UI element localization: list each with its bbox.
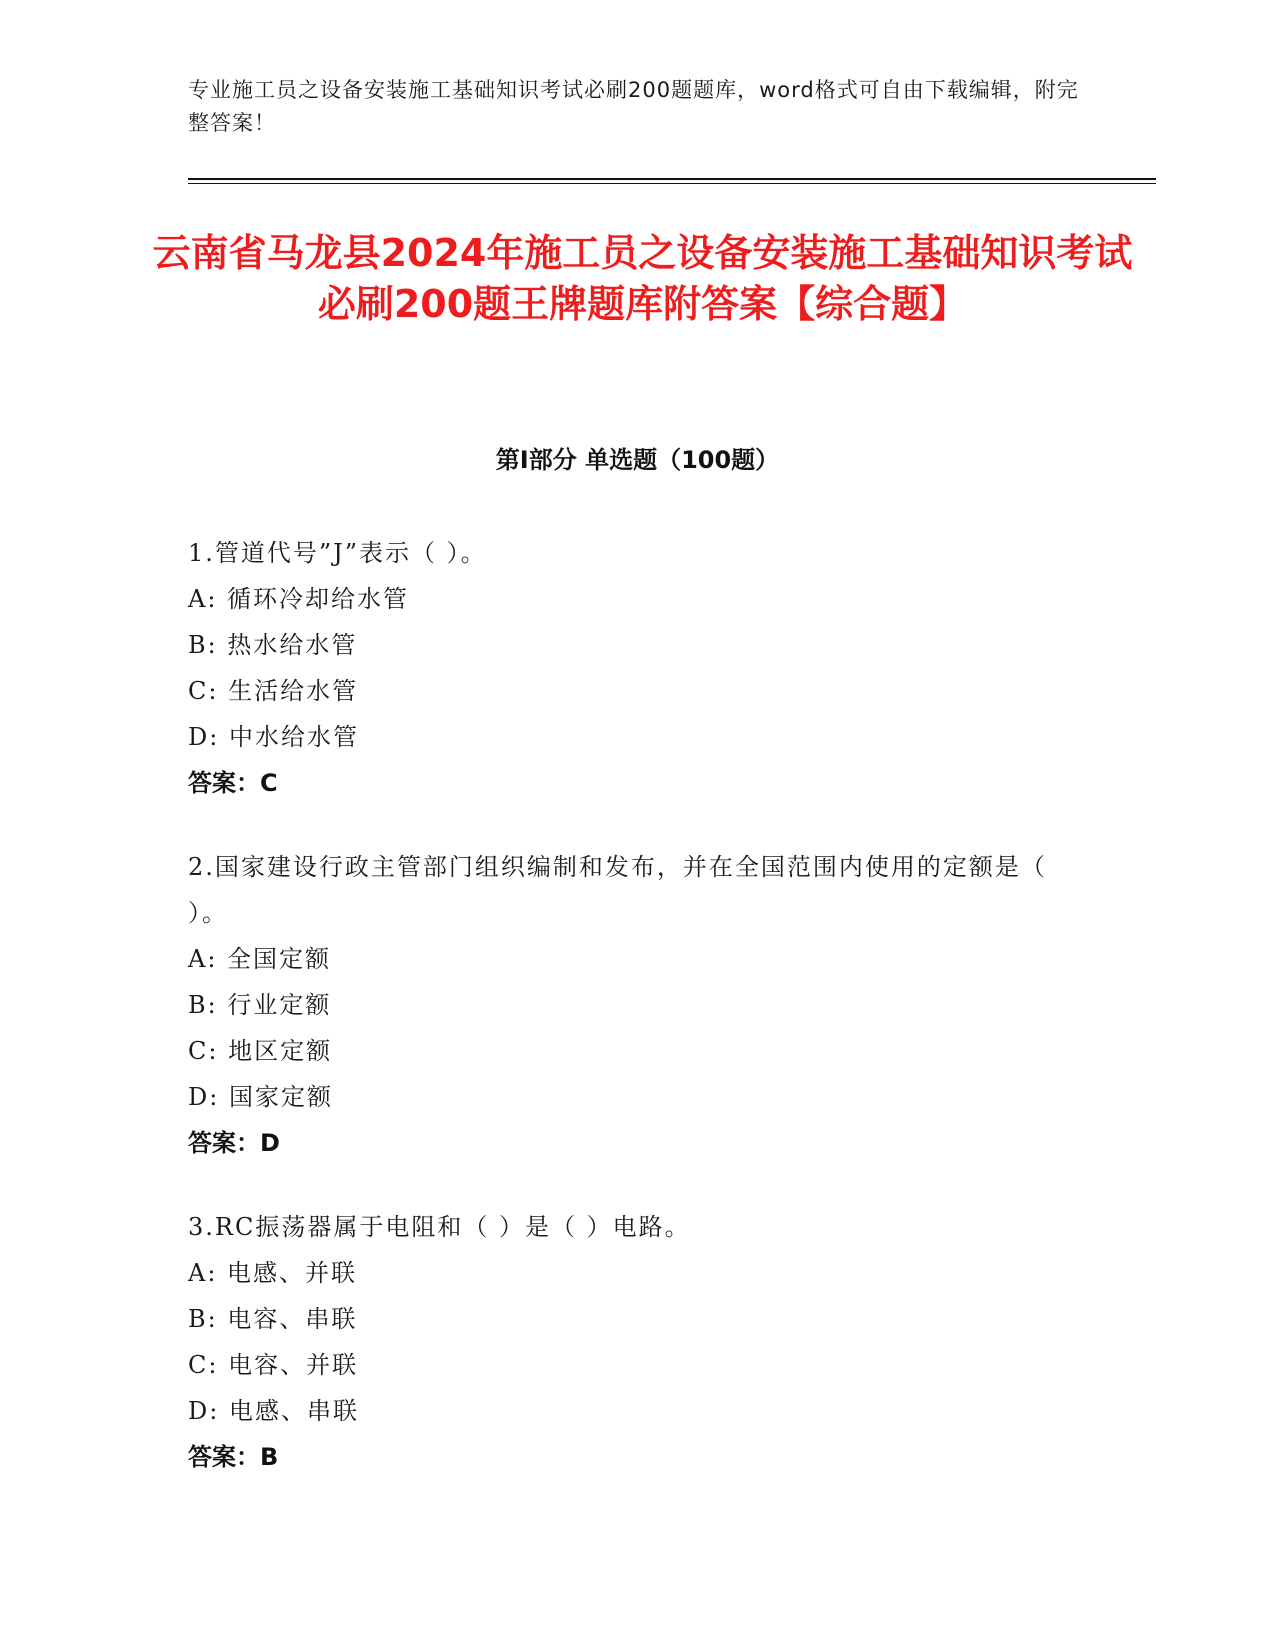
answer: 答案：B — [188, 1443, 279, 1471]
option-b: B: 行业定额 — [188, 991, 332, 1019]
question-list — [188, 530, 1088, 1518]
question-stem: 2.国家建设行政主管部门组织编制和发布，并在全国范围内使用的定额是（ ）。 — [188, 853, 1047, 927]
option-d: D: 国家定额 — [188, 1083, 333, 1111]
option-a: A: 全国定额 — [188, 945, 332, 973]
header-divider — [188, 178, 1156, 180]
header-divider-thin — [188, 183, 1156, 184]
answer: 答案：D — [188, 1129, 280, 1157]
option-a: A: 电感、并联 — [188, 1259, 358, 1287]
option-b: B: 电容、串联 — [188, 1305, 358, 1333]
option-b: B: 热水给水管 — [188, 631, 358, 659]
answer: 答案：C — [188, 769, 278, 797]
header-note: 专业施工员之设备安装施工基础知识考试必刷200题题库，word格式可自由下载编辑，附完整答案！ — [188, 78, 1079, 135]
option-d: D: 中水给水管 — [188, 723, 359, 751]
question-item — [188, 1204, 1088, 1480]
option-c: C: 生活给水管 — [188, 677, 359, 705]
document-title: 云南省马龙县2024年施工员之设备安装施工基础知识考试必刷200题王牌题库附答案【综合题】 — [152, 231, 1133, 326]
question-item — [188, 530, 1088, 806]
question-stem: 1.管道代号”J”表示（ ）。 — [188, 539, 487, 567]
option-a: A: 循环冷却给水管 — [188, 585, 410, 613]
section-heading: 第I部分 单选题（100题） — [495, 446, 780, 474]
option-d: D: 电感、串联 — [188, 1397, 359, 1425]
question-item — [188, 844, 1088, 1166]
option-c: C: 电容、并联 — [188, 1351, 359, 1379]
option-c: C: 地区定额 — [188, 1037, 333, 1065]
question-stem: 3.RC振荡器属于电阻和（ ）是（ ）电路。 — [188, 1213, 691, 1241]
